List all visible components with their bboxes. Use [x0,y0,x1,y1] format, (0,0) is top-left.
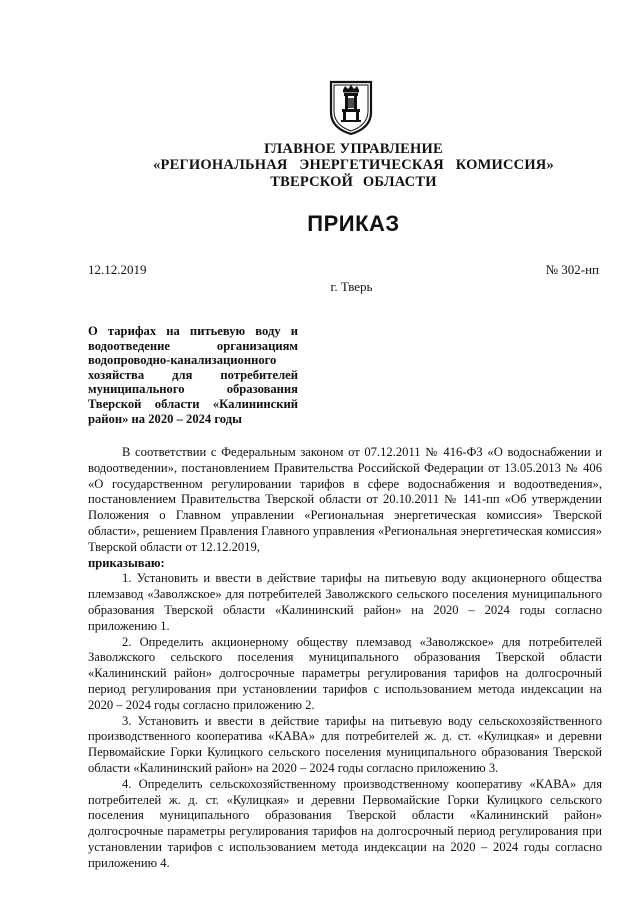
preamble-paragraph: В соответствии с Федеральным законом от 07.12.2011 № 416-ФЗ «О водоснабжении и водоотведении», постановлением Правительства Российской Федерации от 13.05.2013 № 406 «О государственном регулировании тарифов в сфере водоснабжения и водоотведения», постановлением Правительства Тверской области от 20.10.2011 № 141-пп «Об утверждении Положения о Главном управлении «Региональная энергетическая комиссия» Тверской области», решением Правления Главного управления «Региональная энергетическая комиссия» Тверской области от 12.12.2019, [88,445,602,554]
order-item-1: 1. Установить и ввести в действие тарифы на питьевую воду акционерного общества племзавод «Заволжское» для потребителей Заволжского сельского поселения муниципального образования Тверской области «Калининский район» на 2020 – 2024 годы согласно приложению 1. [88,571,602,633]
order-item-4: 4. Определить сельскохозяйственному производственному кооперативу «КАВА» для потребителей ж. д. ст. «Кулицкая» и деревни Первомайские Горки Кулицкого сельского поселения муниципального образования Тверской области «Калининский район» долгосрочные параметры регулирования тарифов на долгосрочный период регулирования при установлении тарифов с использованием метода индексации на 2020 – 2024 годы согласно приложению 4. [88,776,602,870]
organization-line-2: «РЕГИОНАЛЬНАЯ ЭНЕРГЕТИЧЕСКАЯ КОМИССИЯ» [153,157,554,173]
organization-line-3: ТВЕРСКОЙ ОБЛАСТИ [270,174,437,190]
document-subject: О тарифах на питьевую воду и водоотведение организациям водопроводно-канализационного хозяйства для потребителей муниципального образования Тверской области «Калининский район» на 2020 – 2024 годы [88,324,298,426]
order-word: приказываю: [88,555,165,570]
tver-coat-of-arms-icon [327,78,375,136]
organization-line-1: ГЛАВНОЕ УПРАВЛЕНИЕ [264,141,443,157]
document-number: № 302-нп [545,262,599,277]
order-item-3: 3. Установить и ввести в действие тарифы на питьевую воду сельскохозяйственного производственного кооператива «КАВА» для потребителей ж. д. ст. «Кулицкая» и деревни Первомайские Горки Кулицкого сельского поселения муниципального образования Тверской области «Калининский район» на 2020 – 2024 годы согласно приложению 3. [88,713,602,775]
document-body [88,445,602,872]
document-type-title: ПРИКАЗ [307,211,400,236]
document-date: 12.12.2019 [88,262,147,277]
document-city: г. Тверь [330,279,373,294]
order-item-2: 2. Определить акционерному обществу племзавод «Заволжское» для потребителей Заволжского сельского поселения муниципального образования Тверской области «Калининский район» долгосрочные параметры регулирования тарифов на долгосрочный период регулирования при установлении тарифов с использованием метода индексации на 2020 – 2024 годы согласно приложению 2. [88,634,602,712]
